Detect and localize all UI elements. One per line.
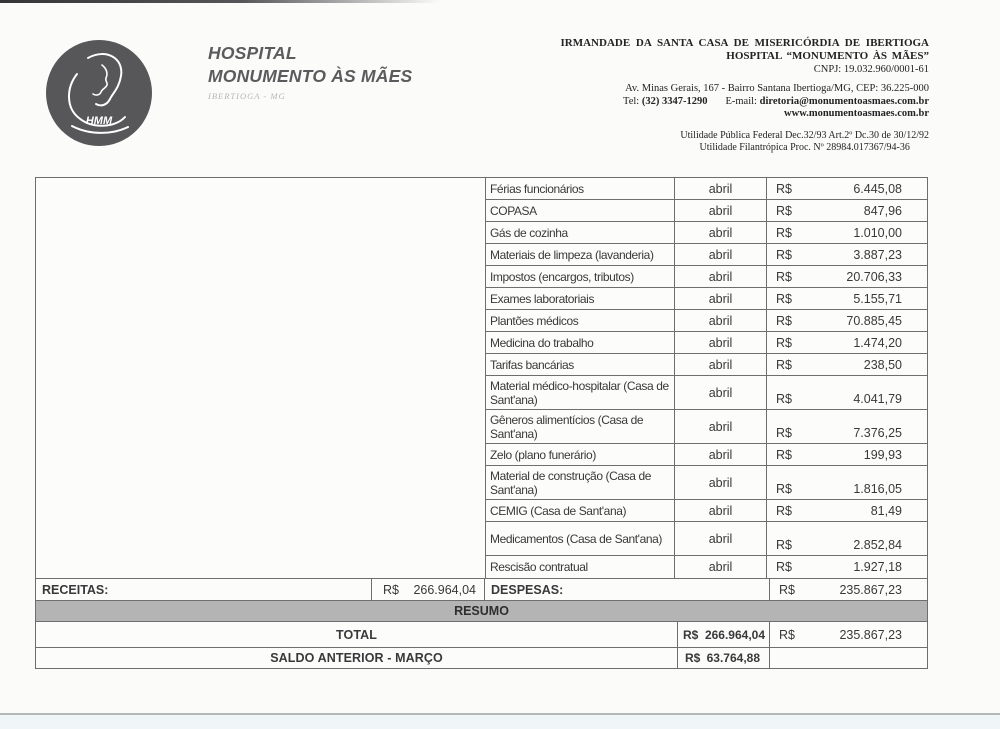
expense-month: abril — [675, 200, 767, 221]
expense-description: Medicina do trabalho — [486, 332, 675, 353]
expense-description: Exames laboratoriais — [486, 288, 675, 309]
expense-row — [486, 500, 927, 522]
total-row — [36, 621, 927, 647]
expense-month: abril — [675, 288, 767, 309]
expense-month: abril — [675, 332, 767, 353]
expense-row — [486, 466, 927, 500]
tel-label: Tel: — [623, 95, 642, 107]
brand-title-line2: MONUMENTO ÀS MÃES — [208, 66, 413, 86]
expense-month: abril — [675, 410, 767, 443]
currency-label: R$ — [776, 357, 792, 372]
total-despesas-amount: 235.867,23 — [839, 627, 902, 642]
utility-line1: Utilidade Pública Federal Dec.32/93 Art.2º Dc.30 de 30/12/92 — [680, 129, 929, 141]
expense-month: abril — [675, 244, 767, 265]
expense-value-cell — [767, 288, 927, 309]
org-address: Av. Minas Gerais, 167 - Bairro Santana Ibertioga/MG, CEP: 36.225-000 — [625, 83, 929, 94]
saldo-amount: 63.764,88 — [706, 651, 760, 665]
expense-description: Plantões médicos — [486, 310, 675, 331]
currency-label: R$ — [776, 447, 792, 462]
currency-label: R$ — [779, 627, 795, 642]
expense-row — [486, 288, 927, 310]
letterhead-block — [561, 37, 930, 155]
expense-value-cell — [767, 266, 927, 287]
saldo-anterior-row — [36, 647, 927, 668]
expense-month: abril — [675, 310, 767, 331]
org-name-line2: HOSPITAL “MONUMENTO ÀS MÃES” — [726, 50, 929, 62]
expense-value-cell — [767, 556, 927, 578]
expense-amount: 20.706,33 — [846, 269, 902, 284]
currency-label: R$ — [776, 181, 792, 196]
expense-amount: 81,49 — [870, 503, 902, 518]
currency-label: R$ — [776, 247, 792, 262]
expense-month: abril — [675, 222, 767, 243]
expense-amount: 3.887,23 — [853, 247, 902, 262]
expense-value-cell — [767, 410, 927, 443]
currency-label: R$ — [776, 291, 792, 306]
expense-list — [486, 178, 927, 578]
receitas-amount: 266.964,04 — [413, 582, 476, 597]
tel-number: (32) 3347-1290 — [641, 95, 708, 107]
expense-description: Férias funcionários — [486, 178, 675, 199]
expense-value-cell — [767, 522, 927, 555]
expense-value-cell — [767, 444, 927, 465]
brand-block — [208, 42, 412, 101]
expense-amount: 4.041,79 — [853, 392, 902, 406]
expense-month: abril — [675, 522, 767, 555]
currency-label: R$ — [776, 313, 792, 328]
expense-amount: 7.376,25 — [853, 426, 902, 440]
expense-month: abril — [675, 444, 767, 465]
receitas-label: RECEITAS: — [36, 579, 372, 600]
currency-label: R$ — [776, 335, 792, 350]
expense-amount: 1.927,18 — [853, 560, 902, 574]
expense-description: COPASA — [486, 200, 675, 221]
expense-month: abril — [675, 178, 767, 199]
saldo-empty-cell — [770, 648, 927, 668]
utility-declarations — [680, 130, 929, 155]
scan-edge-artifact — [0, 0, 440, 3]
expense-amount: 199,93 — [863, 447, 902, 462]
receitas-value-cell — [372, 579, 485, 600]
expense-value-cell — [767, 222, 927, 243]
scan-paper-edge — [0, 713, 1000, 729]
expense-row — [486, 178, 927, 200]
expense-row — [486, 222, 927, 244]
email-label: E-mail: — [725, 95, 760, 107]
expense-row — [486, 410, 927, 444]
expense-amount: 847,96 — [863, 203, 902, 218]
brand-title-line1: HOSPITAL — [208, 43, 297, 63]
expense-value-cell — [767, 310, 927, 331]
saldo-label: SALDO ANTERIOR - MARÇO — [36, 648, 678, 668]
currency-label: R$ — [779, 582, 795, 597]
currency-label: R$ — [776, 503, 792, 518]
expense-description: Gás de cozinha — [486, 222, 675, 243]
org-website: www.monumentoasmaes.com.br — [784, 108, 929, 119]
expense-value-cell — [767, 466, 927, 499]
expense-row — [486, 354, 927, 376]
org-cnpj: CNPJ: 19.032.960/0001-61 — [813, 64, 929, 75]
expense-row — [486, 244, 927, 266]
expense-month: abril — [675, 466, 767, 499]
expense-description: Material de construção (Casa de Sant'ana) — [486, 466, 675, 499]
expense-value-cell — [767, 500, 927, 521]
expense-row — [486, 376, 927, 410]
table-upper-section — [36, 178, 927, 578]
mother-profile-logo-icon — [44, 38, 154, 148]
expense-row — [486, 556, 927, 578]
utility-line2: Utilidade Filantrópica Proc. Nº 28984.017367/94-36 — [699, 142, 910, 153]
saldo-value-cell — [678, 648, 770, 668]
expense-month: abril — [675, 500, 767, 521]
despesas-amount: 235.867,23 — [839, 582, 902, 597]
expense-row — [486, 200, 927, 222]
total-receitas-cell — [678, 622, 770, 647]
brand-subtitle: IBERTIOGA - MG — [208, 91, 286, 101]
despesas-label: DESPESAS: — [485, 579, 770, 600]
expense-amount: 1.816,05 — [853, 482, 902, 496]
currency-label: R$ — [776, 225, 792, 240]
org-name-line1: IRMANDADE DA SANTA CASA DE MISERICÓRDIA DE IBERTIOGA — [560, 37, 929, 49]
expense-row — [486, 310, 927, 332]
currency-label: R$ — [383, 582, 399, 597]
expense-row — [486, 444, 927, 466]
receitas-blank-area — [36, 178, 486, 578]
total-despesas-cell — [770, 622, 927, 647]
currency-label: R$ — [685, 651, 701, 665]
expense-row — [486, 266, 927, 288]
expense-description: Impostos (encargos, tributos) — [486, 266, 675, 287]
expense-row — [486, 332, 927, 354]
expense-description: Rescisão contratual — [486, 556, 675, 578]
total-label: TOTAL — [36, 622, 678, 647]
expense-description: Materiais de limpeza (lavanderia) — [486, 244, 675, 265]
expense-amount: 238,50 — [863, 357, 902, 372]
expense-month: abril — [675, 266, 767, 287]
expense-description: Tarifas bancárias — [486, 354, 675, 375]
expense-month: abril — [675, 376, 767, 409]
expense-description: Medicamentos (Casa de Sant'ana) — [486, 522, 675, 555]
expense-value-cell — [767, 178, 927, 199]
expense-description: Material médico-hospitalar (Casa de Sant'ana) — [486, 376, 675, 409]
currency-label: R$ — [776, 538, 792, 552]
expense-amount: 1.010,00 — [853, 225, 902, 240]
email-address: diretoria@monumentoasmaes.com.br — [759, 95, 929, 107]
expense-value-cell — [767, 332, 927, 353]
expense-amount: 1.474,20 — [853, 335, 902, 350]
expense-amount: 70.885,45 — [846, 313, 902, 328]
expense-description: CEMIG (Casa de Sant'ana) — [486, 500, 675, 521]
expense-description: Zelo (plano funerário) — [486, 444, 675, 465]
expense-amount: 6.445,08 — [853, 181, 902, 196]
despesas-value-cell — [770, 579, 927, 600]
expense-amount: 2.852,84 — [853, 538, 902, 552]
financial-table — [35, 177, 928, 669]
expense-amount: 5.155,71 — [853, 291, 902, 306]
receitas-despesas-row — [36, 578, 927, 600]
expense-month: abril — [675, 556, 767, 578]
total-receitas-amount: 266.964,04 — [704, 627, 765, 642]
expense-month: abril — [675, 354, 767, 375]
hospital-logo — [44, 38, 154, 148]
currency-label: R$ — [776, 560, 792, 574]
expense-value-cell — [767, 200, 927, 221]
expense-description: Gêneros alimentícios (Casa de Sant'ana) — [486, 410, 675, 443]
currency-label: R$ — [776, 203, 792, 218]
expense-row — [486, 522, 927, 556]
org-contact-line — [561, 96, 930, 109]
currency-label: R$ — [776, 482, 792, 496]
expense-value-cell — [767, 376, 927, 409]
resumo-banner: RESUMO — [36, 600, 927, 621]
expense-value-cell — [767, 244, 927, 265]
currency-label: R$ — [776, 269, 792, 284]
svg-text:HMM: HMM — [85, 115, 113, 127]
currency-label: R$ — [776, 392, 792, 406]
currency-label: R$ — [776, 426, 792, 440]
currency-label: R$ — [683, 627, 699, 642]
expense-value-cell — [767, 354, 927, 375]
